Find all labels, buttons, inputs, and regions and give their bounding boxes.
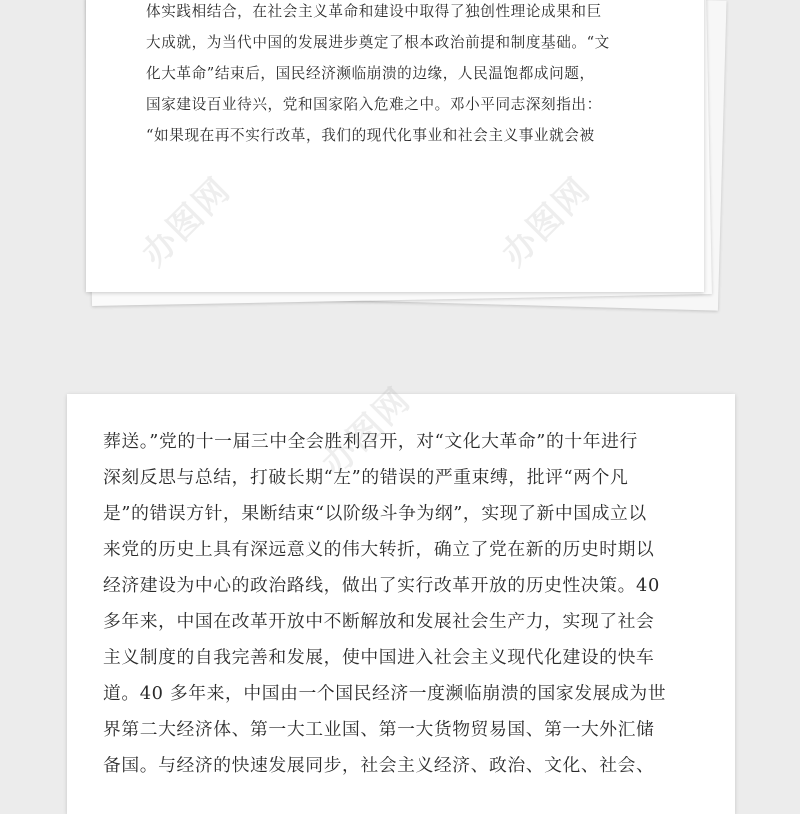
text-line: 主义制度的自我完善和发展，使中国进入社会主义现代化建设的快车 xyxy=(103,647,655,668)
text-line: 来党的历史上具有深远意义的伟大转折，确立了党在新的历史时期以 xyxy=(103,539,655,560)
text-line: 葬送。”党的十一届三中全会胜利召开，对“文化大革命”的十年进行 xyxy=(103,431,638,452)
page-1-text xyxy=(146,0,646,151)
text-line: 经济建设为中心的政治路线，做出了实行改革开放的历史性决策。40 xyxy=(103,575,660,596)
document-page-1 xyxy=(86,0,704,292)
text-line: 国家建设百业待兴，党和国家陷入危难之中。邓小平同志深刻指出： xyxy=(146,96,602,113)
document-page-2 xyxy=(67,394,735,814)
text-line: 深刻反思与总结，打破长期“左”的错误的严重束缚，批评“两个凡 xyxy=(103,467,629,488)
text-line: 大成就，为当代中国的发展进步奠定了根本政治前提和制度基础。“文 xyxy=(146,34,610,51)
text-line: 是”的错误方针，果断结束“以阶级斗争为纲”，实现了新中国成立以 xyxy=(103,503,647,524)
watermark: 办图网 xyxy=(314,379,419,485)
text-line: 界第二大经济体、第一大工业国、第一大货物贸易国、第一大外汇储 xyxy=(103,719,655,740)
watermark: 办图网 xyxy=(494,169,599,275)
text-line: 化大革命”结束后，国民经济濒临崩溃的边缘，人民温饱都成问题， xyxy=(146,65,595,82)
page-2-text xyxy=(103,424,703,784)
text-line: “如果现在再不实行改革，我们的现代化事业和社会主义事业就会被 xyxy=(146,127,595,144)
text-line: 道。40 多年来，中国由一个国民经济一度濒临崩溃的国家发展成为世 xyxy=(103,683,667,704)
text-line: 体实践相结合，在社会主义革命和建设中取得了独创性理论成果和巨 xyxy=(146,3,602,20)
watermark: 办图网 xyxy=(134,169,239,275)
text-line: 备国。与经济的快速发展同步，社会主义经济、政治、文化、社会、 xyxy=(103,755,655,776)
text-line: 多年来，中国在改革开放中不断解放和发展社会生产力，实现了社会 xyxy=(103,611,655,632)
